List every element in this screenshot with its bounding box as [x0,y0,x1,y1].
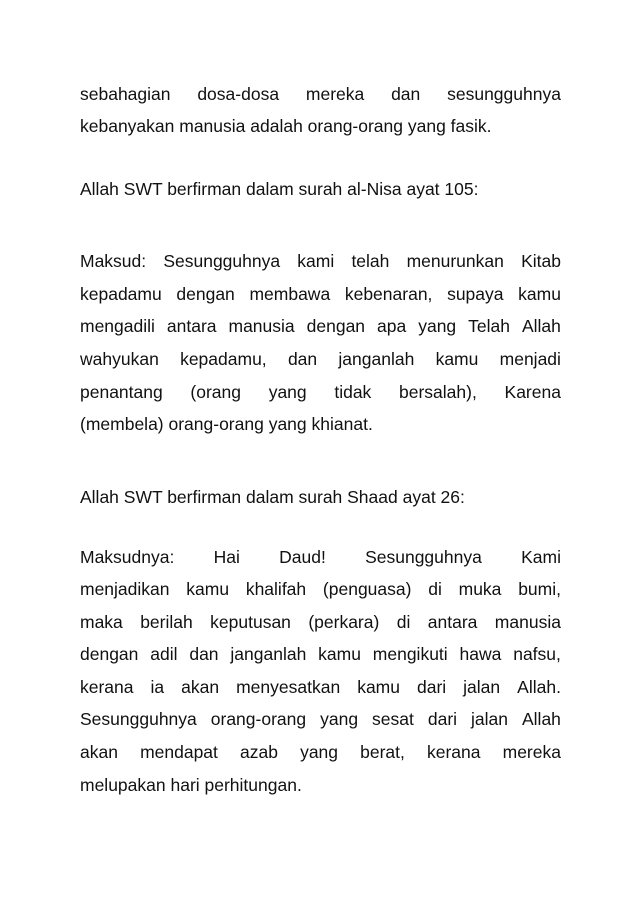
word: apa [377,316,407,336]
word: Maksudnya: [80,547,175,567]
text-line: Allah SWT berfirman dalam surah Shaad ayat 26: [80,487,465,507]
word: kebenaran, [344,284,433,304]
word: kepadamu [80,284,162,304]
text-line [80,376,561,409]
text-line: melupakan hari perhitungan. [80,775,302,795]
word: kamu [518,284,561,304]
word: menjadikan [80,579,170,599]
word: menjadi [499,349,561,369]
word: hawa [459,644,502,664]
word: dengan [306,316,366,336]
word: (perkara) [308,612,380,632]
text-line [80,245,561,278]
word: akan [181,677,220,697]
word: muka [458,579,502,599]
word: Telah [468,316,510,336]
word: Karena [504,382,561,402]
text-line [80,310,561,343]
word: kamu [435,349,479,369]
word: nafsu, [513,644,561,664]
text-line [80,573,561,606]
word: Sesungguhnya [163,251,281,271]
word: tidak [334,382,372,402]
word: yang [320,709,359,729]
word: Kitab [521,251,561,271]
word: janganlah [230,644,307,664]
word: Kami [521,547,561,567]
word: antara [427,612,478,632]
word: yang [418,316,457,336]
word: janganlah [338,349,415,369]
word: dari [416,677,447,697]
word: dari [427,709,458,729]
word: telah [351,251,390,271]
word: jalan [471,709,509,729]
word: manusia [228,316,295,336]
word: mengikuti [372,644,448,664]
word: kami [297,251,335,271]
word: Maksud: [80,251,147,271]
word: jalan [463,677,501,697]
word: berat, [360,742,405,762]
text-line [80,78,561,111]
word: berilah [140,612,193,632]
word: di [428,579,442,599]
word: akan [80,742,118,762]
word: mengadili [80,316,155,336]
word: dan [189,644,219,664]
word: dosa-dosa [197,84,280,104]
word: mendapat [140,742,218,762]
text-line: (membela) orang-orang yang khianat. [80,414,373,434]
word: antara [166,316,217,336]
word: yang [268,382,307,402]
word: (orang [190,382,242,402]
word: (penguasa) [322,579,412,599]
word: kerana [80,677,134,697]
word: khalifah [245,579,307,599]
word: mereka [305,84,365,104]
word: Allah. [517,677,561,697]
word: bersalah), [399,382,477,402]
word: bumi, [518,579,561,599]
word: dengan [176,284,235,304]
text-line [80,671,561,704]
word: sesat [372,709,414,729]
word: di [396,612,411,632]
word: wahyukan [80,349,159,369]
word: Sesungguhnya [365,547,482,567]
text-line [80,343,561,376]
text-line [80,736,561,769]
text-line: Allah SWT berfirman dalam surah al-Nisa ayat 105: [80,179,479,199]
word: kamu [357,677,400,697]
word: kepadamu, [180,349,267,369]
word: yang [300,742,339,762]
text-line: kebanyakan manusia adalah orang-orang yang fasik. [80,116,492,136]
word: orang-orang [210,709,307,729]
word: supaya [447,284,504,304]
word: menurunkan [406,251,504,271]
word: mereka [502,742,561,762]
word: maka [80,612,123,632]
word: Hai [213,547,240,567]
word: Sesungguhnya [80,709,197,729]
word: dengan [80,644,139,664]
word: sebahagian [80,84,171,104]
word: ia [150,677,165,697]
text-line [80,703,561,736]
word: membawa [249,284,331,304]
text-line [80,606,561,639]
word: azab [240,742,278,762]
word: dan [287,349,318,369]
word: manusia [494,612,561,632]
word: penantang [80,382,163,402]
word: menyesatkan [236,677,341,697]
word: keputusan [210,612,291,632]
word: kerana [427,742,481,762]
word: dan [391,84,421,104]
text-line [80,541,561,574]
word: adil [150,644,178,664]
word: kamu [318,644,361,664]
word: Daud! [279,547,326,567]
text-line [80,638,561,671]
word: kamu [186,579,230,599]
text-line [80,278,561,311]
word: sesungguhnya [447,84,561,104]
word: Allah [521,316,561,336]
word: Allah [522,709,561,729]
